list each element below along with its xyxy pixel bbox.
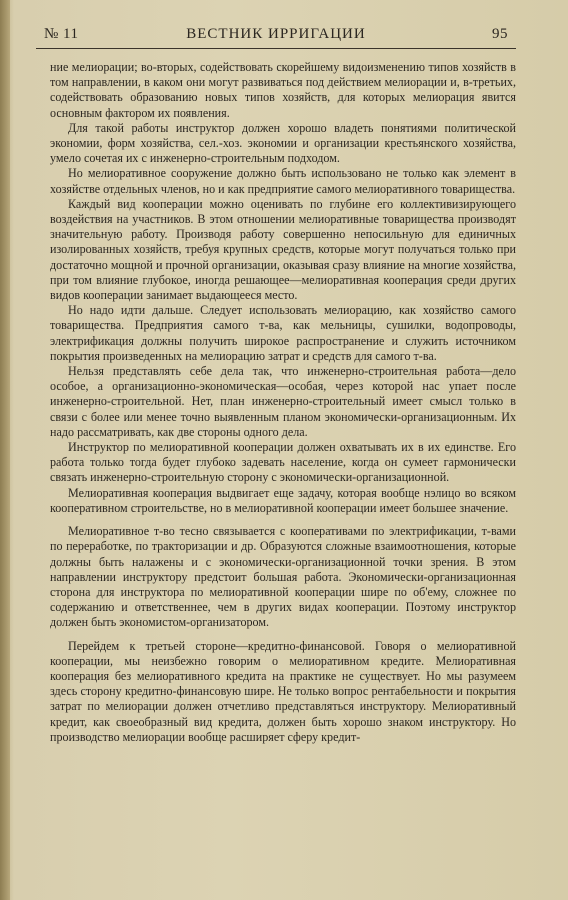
paragraph: Но надо идти дальше. Следует использовать мелиорацию, как хозяйство самого товарищества. Предприятия самого т-ва, как мельницы, сушилки, водопроводы, электрификация должны получить широкое распространение и служить источником покрытия произведенных на мелиорацию затрат и средств для самого т-ва. <box>50 303 516 363</box>
paragraph: Для такой работы инструктор должен хорошо владеть понятиями политической экономии, форм хозяйства, сел.-хоз. экономии и организации крестьянского хозяйства, умело сочетая их с инженерно-строительным подходом. <box>50 120 516 166</box>
journal-title: ВЕСТНИК ИРРИГАЦИИ <box>186 26 366 42</box>
paragraph: Инструктор по мелиоративной кооперации должен охватывать их в их единстве. Его работа только тогда будет глубоко задевать население, когда он сумеет гармонически связать инженерно-строительную сторону с экономически-организационной. <box>50 440 516 485</box>
paragraph: Мелиоративное т-во тесно связывается с кооперативами по электрификации, т-вами по переработке, по тракторизации и др. Образуются сложные взаимоотношения, которые должны быть налажены и с экономически-организационной точки зрения. В этом направлении инструктору предстоит большая работа. Экономически-организационная сторона для инструктора по мелиоративной кооперации шире по об'ему, сложнее по содержанию и ответственнее, чем в других видах кооперации. Поэтому инструктор должен быть экономистом-организатором. <box>50 524 516 630</box>
running-header <box>44 26 508 46</box>
paragraph: ние мелиорации; во-вторых, содействовать скорейшему видоизменению типов хозяйств в том направлении, в каком они могут развиваться под действием мелиорации и, в-третьих, содействовать образованию новых типов хозяйств, для которых мелиорация явится основным фактором их появления. <box>50 60 516 120</box>
paragraph: Перейдем к третьей стороне—кредитно-финансовой. Говоря о мелиоративной кооперации, мы неизбежно говорим о мелиоративном кредите. Мелиоративная кооперация без мелиоративного кредита на практике не существует. Но мы разумеем здесь сторону кредитно-финансовую шире. Не только вопрос рентабельности и покрытия затрат по мелиорации должен отчетливо представляться инструктору. Мелиоративный кредит, как своеобразный вид кредита, должен быть хорошо знаком инструктору. Но производство мелиорации вообще расширяет сферу кредит- <box>50 638 516 744</box>
paragraph: Каждый вид кооперации можно оценивать по глубине его коллективизирующего воздействия на участников. В этом отношении мелиоративные товарищества производят значительную работу. Производя работу совершенно непосильную для единичных изолированных хозяйств, требуя крупных средств, которые могут получаться только при достаточно мощной и прочной организации, оказывая сразу влияние на многие хозяйства, при том влияние глубокое, иногда решающее—мелиоративная кооперация среди других видов кооперации занимает выдающееся место. <box>50 196 516 303</box>
header-rule <box>36 48 516 49</box>
page-number: 95 <box>492 26 508 42</box>
paragraph: Но мелиоративное сооружение должно быть использовано не только как элемент в хозяйстве отдельных членов, но и как предприятие самого мелиоративного товарищества. <box>50 166 516 196</box>
paragraph: Нельзя представлять себе дела так, что инженерно-строительная работа—дело особое, а организационно-экономическая—особая, через которой нас упает после инженерно-строительной. Нет, план инженерно-строительный имеет смысл только в связи с более или менее точно выявленным планом экономически-организационным. Их надо рассматривать, как две стороны одного дела. <box>50 364 516 439</box>
book-spine-shadow <box>0 0 10 900</box>
paragraph-gap <box>50 516 516 524</box>
article-body <box>50 60 516 745</box>
paragraph-gap <box>50 631 516 639</box>
paragraph: Мелиоративная кооперация выдвигает еще задачу, которая вообще нэлицо во всяком кооперативном строительстве, но в мелиоративной кооперации имеет большее значение. <box>50 485 516 515</box>
issue-number: № 11 <box>44 26 79 42</box>
